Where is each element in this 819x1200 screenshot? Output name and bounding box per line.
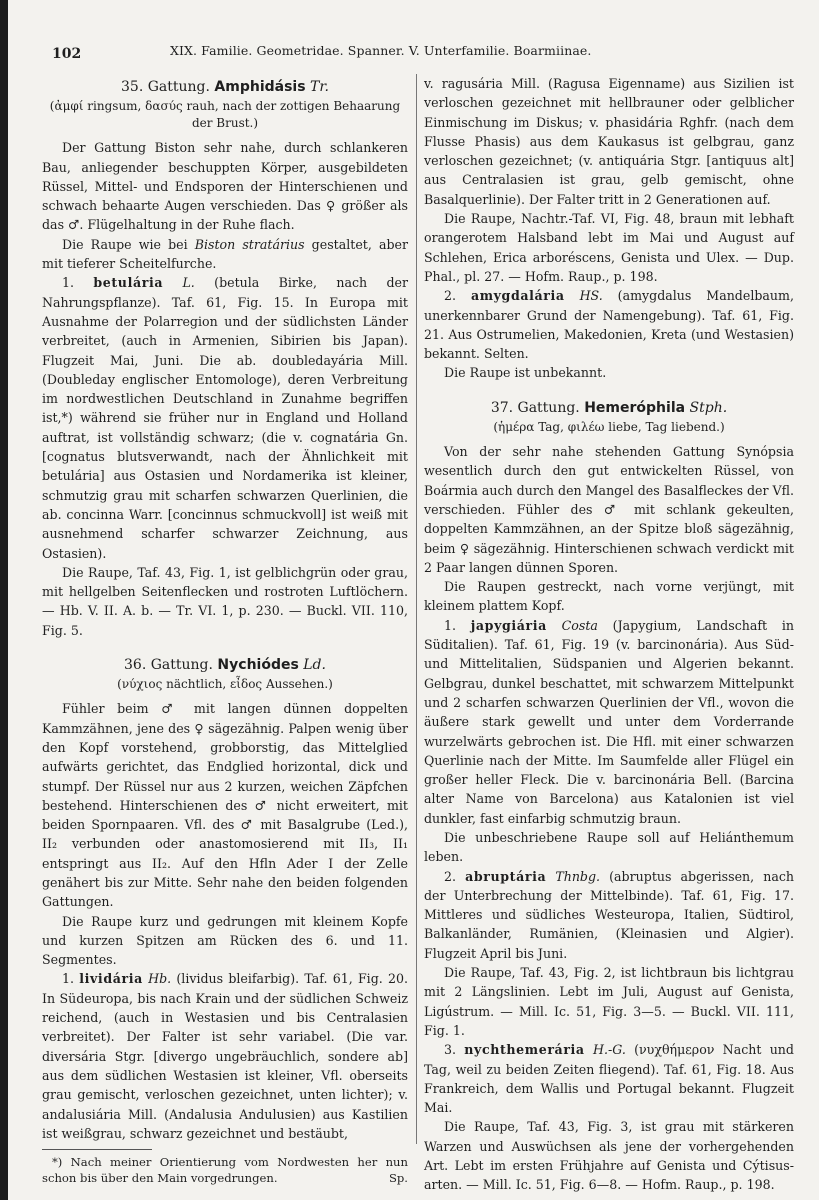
species-abruptaria (424, 867, 794, 963)
genus-35-title (42, 78, 408, 97)
text-run: (lividus bleifarbig). Taf. 61, Fig. 20. In Südeuropa, bis nach Krain und der südlichen Schweiz reichend, (auch in Westasien und bis Centralasien verbreitet). Der Falter ist sehr variabel. (Die var. diversária Stgr. [divergo ungebräuchlich, sondere ab] aus dem südlichen Westasien ist kleiner, Vfl. oberseits grau gemischt, verloschen gezeichnet, unten lichter); v. andalusiária Mill. (Andalusia Andulusien) aus Kastilien ist weißgrau, schwarz gezeichnet und bestäubt, (42, 971, 409, 1141)
lividaria-varieties: v. ragusária Mill. (Ragusa Eigenname) aus Sizilien ist verloschen gezeichnet mit hellbrauner oder gelblicher Einmischung im Diskus; v. phasidária Rghfr. (nach dem Flusse Phasis) aus dem Kaukasus ist gelbgrau, ganz verloschen gezeichnet; (v. antiquária Stgr. [antiquus alt] aus Centralasien ist grau, gelb gemischt, ohne Basalquerlinie). Der Falter tritt in 2 Generationen auf. (424, 76, 794, 207)
genus-36-name: Nychiódes (217, 657, 299, 674)
species-name: betulária (93, 275, 164, 291)
genus-37-section (424, 399, 794, 1195)
amygdalaria-larva: Die Raupe ist unbekannt. (444, 365, 607, 381)
species-name: lividária (79, 971, 143, 987)
footnote-rule (42, 1149, 152, 1150)
text-run: Biston stratárius (194, 236, 305, 252)
species-nychthemeraria (424, 1040, 794, 1117)
species-lividaria (42, 969, 408, 1143)
genus-35-name: Amphidásis (214, 79, 306, 95)
genus-36-section (42, 656, 408, 1143)
text-run (42, 640, 408, 652)
genus-35-number: 35. Gattung. (121, 79, 210, 95)
text-run: (amygdalus Mandelbaum, unerkennbarer Grund der Namengebung). Taf. 61, Fig. 21. Aus Ostrumelien, Makedonien, Kreta (und Westasien) bekannt. Selten. (424, 288, 794, 362)
page-number: 102 (52, 46, 82, 62)
text-run: H.-G. (592, 1042, 626, 1058)
text-run: Die Raupe wie bei (62, 236, 195, 252)
species-betularia-larva: Die Raupe, Taf. 43, Fig. 1, ist gelblichgrün oder grau, mit hellgelben Seitenflecken und rostroten Luftlöchern. — Hb. V. II. A. b. — Tr. VI. 1, p. 230. — Buckl. VII. 110, Fig. 5. (42, 564, 408, 638)
genus-37-title (424, 399, 794, 418)
genus-36-larva: Die Raupe kurz und gedrungen mit kleinem Kopfe und kurzen Spitzen am Rücken des 6. und 11. Segmentes. (42, 913, 408, 968)
genus-35-etymology: (ἀμφί ringsum, δασύς rauh, nach der zottigen Behaarung der Brust.) (49, 99, 401, 131)
genus-37-description: Von der sehr nahe stehenden Gattung Synópsia wesentlich durch den gut entwickelten Rüssel, von Boármia auch durch den Mangel des Basalfleckes der Vfl. verschieden. Fühler des ♂ mit schlank gekeulten, doppelten Kammzähnen, an der Spitze bloß sägezähnig, beim ♀ sägezähnig. Hinterschienen schwach verdickt mit 2 Paar langen dünnen Sporen. (424, 444, 794, 575)
footnote (42, 1154, 408, 1186)
text-run: (νυχθήμερον Nacht und Tag, weil zu beiden Zeiten fliegend). Taf. 61, Fig. 18. Aus Frankreich, dem Wallis und Portugal bekannt. Flugzeit Mai. (424, 1042, 794, 1116)
right-column (424, 74, 794, 1195)
genus-37-number: 37. Gattung. (490, 399, 580, 416)
genus-36-number: 36. Gattung. (124, 657, 213, 674)
text-run: 1. (444, 617, 457, 633)
species-japygiaria (424, 616, 794, 828)
genus-35-description: Der Gattung Biston sehr nahe, durch schlankeren Bau, anliegender beschuppten Körper, ausgebildeten Rüssel, Mittel- und Endsporen der Hinterschienen und schwach behaarte Augen verschieden. Das ♀ größer als das ♂. Flügelhaltung in der Ruhe flach. (42, 140, 408, 233)
running-title: XIX. Familie. Geometridae. Spanner. V. Unterfamilie. Boarmiinae. (170, 43, 592, 58)
text-run: 1. (62, 971, 75, 987)
species-name: abruptária (465, 868, 547, 884)
text-run: *) Nach meiner Orientierung vom Nordwesten her nun schon bis über den Main vorgedrungen. (42, 1155, 408, 1186)
text-run: Costa (561, 617, 598, 633)
species-amygdalaria (424, 286, 794, 363)
genus-36-author: Ld. (303, 657, 326, 674)
genus-37-etymology: (ἡμέρα Tag, φιλέω liebe, Tag liebend.) (493, 420, 725, 435)
nychthemeraria-larva: Die Raupe, Taf. 43, Fig. 3, ist grau mit stärkeren Warzen und Auswüchsen als jene der vorhergehenden Art. Lebt im ersten Frühjahre auf Genista und Cýtisus-arten. — Mill. Ic. 51, Fig. 6—8. — Hofm. Raup., p. 198. (424, 1119, 794, 1193)
text-run: (abruptus abgerissen, nach der Unterbrechung der Mittelbinde). Taf. 61, Fig. 17. Mittleres und südliches Westeuropa, Italien, Südtirol, Balkanländer, Rumänien, (Kleinasien und Algier). Flugzeit April bis Juni. (424, 868, 794, 961)
text-run: 3. (444, 1042, 457, 1058)
species-name: nychthemerária (464, 1042, 585, 1058)
text-run: 2. (444, 868, 457, 884)
species-name: amygdalária (470, 288, 565, 304)
signature: Sp. (388, 1171, 408, 1186)
genus-36-title (42, 656, 408, 675)
lividaria-continuation (424, 74, 794, 383)
lividaria-larva: Die Raupe, Nachtr.-Taf. VI, Fig. 48, braun mit lebhaft orangerotem Halsband lebt im Mai und August auf Schlehen, Erica arboréscens, Genista und Ulex. — Dup. Phal., pl. 27. — Hofm. Raup., p. 198. (424, 211, 794, 284)
column-divider (416, 74, 417, 1144)
text-run: (betula Birke, nach der Nahrungspflanze). Taf. 61, Fig. 15. In Europa mit Ausnahme der Polarregion und der südlichsten Länder verbreitet, (auch in Armenien, Sibirien bis Japan). Flugzeit Mai, Juni. Die ab. doubledayária Mill. (Doubleday englischer Entomologe), deren Verbreitung im nordwestlichen Deutschland in Zunahme begriffen ist,*) während sie früher nur in England und Holland auftrat, ist vollständig schwarz; (die v. cognatária Gn. [cognatus blutsverwandt, nach der Ähnlichkeit mit betulária] aus Ostasien und Nordamerika ist kleiner, schmutzig grau mit scharfen schwarzen Querlinien, die ab. concinna Warr. [concinnus schmuckvoll] ist weiß mit ausnehmend scharfer schwarzer Zeichnung, aus Ostasien). (42, 275, 408, 561)
genus-36-description: Fühler beim ♂ mit langen dünnen doppelten Kammzähnen, jene des ♀ sägezähnig. Palpen wenig über den Kopf vorstehend, grobborstig, das Mittelglied aufwärts gerichtet, das Endglied horizontal, dick und stumpf. Der Rüssel nur aus 2 kurzen, weichen Zäpfchen bestehend. Hinterschienen des ♂ nicht erweitert, mit beiden Spornpaaren. Vfl. des ♂ mit Basalgrube (Led.), II₂ verbunden oder anastomosierend mit II₃, II₁ entspringt aus II₂. Auf den Hfln Ader I der Zelle genähert bis zur Mitte. Sehr nahe den beiden folgenden Gattungen. (42, 701, 408, 910)
text-run: (Japygium, Landschaft in Süditalien). Taf. 61, Fig. 19 (v. barcinonária). Aus Süd- und Mittelitalien, Südspanien und Algerien bekannt. Gelbgrau, dunkel beschattet, mit schwarzem Mittelpunkt und 2 scharfen schwarzen Querlinien der Vfl., wovon die äußere stark gewellt und unter dem Vorderrande wurzelwärts gebrochen ist. Die Hfl. mit einer schwarzen Querlinie nach der Mitte. Im Saumfelde aller Flügel ein großer heller Fleck. Die v. barcinonária Bell. (Barcina alter Name von Barcelona) aus Katalonien ist viel dunkler, fast einfarbig schmutzig braun. (424, 617, 794, 826)
book-page (8, 0, 819, 1200)
genus-37-name: Hemeróphila (584, 399, 686, 416)
text-run: Thnbg. (555, 868, 601, 884)
genus-35-author: Tr. (310, 79, 329, 95)
text-run: Hb. (148, 971, 172, 987)
japygiaria-larva: Die unbeschriebene Raupe soll auf Heliánthemum leben. (424, 829, 794, 865)
genus-37-author: Stph. (689, 399, 728, 416)
text-run (424, 383, 794, 395)
genus-37-larva: Die Raupen gestreckt, nach vorne verjüngt, mit kleinem plattem Kopf. (424, 579, 794, 614)
genus-35-section (42, 78, 408, 640)
genus-35-larva (42, 235, 408, 274)
abruptaria-larva: Die Raupe, Taf. 43, Fig. 2, ist lichtbraun bis lichtgrau mit 2 Längslinien. Lebt im Juli, August auf Genista, Ligústrum. — Mill. Ic. 51, Fig. 3—5. — Buckl. VII. 111, Fig. 1. (424, 965, 794, 1038)
text-run: gestaltet, aber mit tieferer Scheitelfurche. (42, 236, 408, 272)
left-column (42, 74, 408, 1186)
text-run: 1. (62, 275, 75, 291)
text-run: L. (182, 275, 195, 291)
species-betularia (42, 273, 408, 562)
text-run: 2. (444, 288, 457, 304)
running-head (52, 40, 808, 62)
text-run: HS. (579, 288, 603, 304)
genus-36-etymology: (νύχιος nächtlich, εἶδος Aussehen.) (117, 677, 333, 692)
species-name: japygiária (470, 617, 547, 633)
